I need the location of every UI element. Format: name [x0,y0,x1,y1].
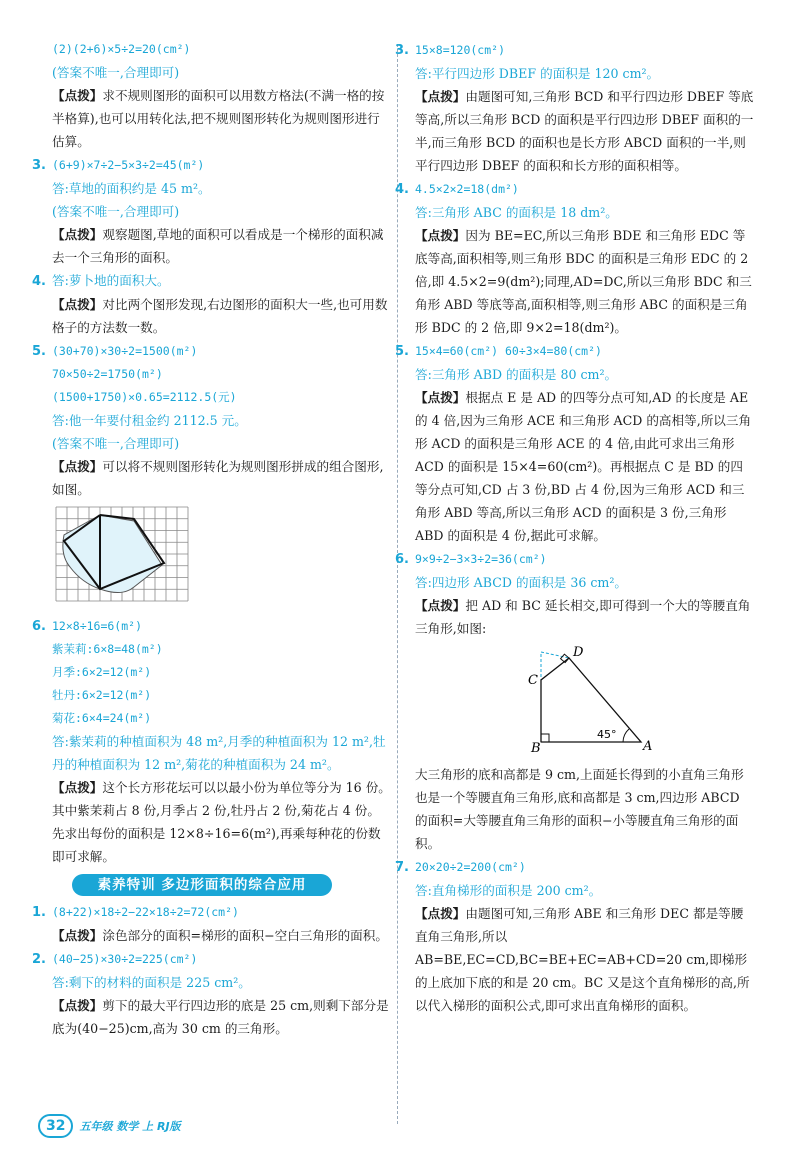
question-4 [395,177,755,201]
answer-formula: 4.5×2×2=18(dm²) [415,182,519,196]
question-5 [32,339,392,363]
label-d: D [573,645,584,660]
tip-label: 【点拨】 [415,906,466,921]
question-7 [395,855,755,879]
tip-label: 【点拨】 [415,390,466,405]
triangle-figure [415,644,755,759]
question-6 [32,614,392,638]
answer-formula: 紫茉莉:6×8=48(m²) [52,642,163,656]
answer-formula: (40−25)×30÷2=225(cm²) [52,952,198,966]
question-number: 1. [32,905,46,920]
tip-text: 对比两个图形发现,右边图形的面积大一些,也可用数格子的方法数一数。 [52,297,388,335]
question-number: 6. [32,619,46,634]
label-c: C [528,673,538,688]
answer-text: 答:四边形 ABCD 的面积是 36 cm²。 [415,575,627,590]
answer-formula: 70×50÷2=1750(m²) [52,367,163,381]
tip-paragraph [52,994,392,1040]
question-number: 5. [395,344,409,359]
answer-formula: 月季:6×2=12(m²) [52,665,152,679]
page-number: 32 [38,1114,73,1138]
question-number: 3. [395,43,409,58]
quadrilateral-diagram [525,644,675,752]
answer-note: (答案不唯一,合理即可) [52,65,180,80]
tip-paragraph [52,84,392,153]
section-question-2 [32,947,392,971]
tip-label: 【点拨】 [52,998,103,1013]
tip-paragraph [415,224,755,339]
question-3 [32,153,392,177]
question-number: 5. [32,344,46,359]
column-divider [397,44,398,1124]
question-number: 2. [32,952,46,967]
answer-formula: (30+70)×30÷2=1500(m²) [52,344,198,358]
tip-paragraph [52,223,392,269]
section-title: 素养特训 多边形面积的综合应用 [72,874,332,896]
tip-label: 【点拨】 [52,928,103,943]
tip-label: 【点拨】 [415,89,466,104]
tip-label: 【点拨】 [52,88,103,103]
answer-formula: 菊花:6×4=24(m²) [52,711,152,725]
tip-text: 剪下的最大平行四边形的底是 25 cm,则剩下部分是底为(40−25)cm,高为 30 cm 的三角形。 [52,998,389,1036]
tip-text: 根据点 E 是 AD 的四等分点可知,AD 的长度是 AE 的 4 倍,因为三角形 ACE 和三角形 ACD 的高相等,所以三角形 ACD 的面积是三角形 ACE 的 4 倍,由此可求出三角形 ACD 的面积是 15×4=60(cm²)。再根据点 C 是 BD 的四等分点可知,CD 占 3 份,BD 占 4 份,因为三角形 ACD 和三角形 ABD 等高,所以三角形 ACD 的面积是 3 份,三角形 ABD 的面积是 4 份,据此可求解。 [415,390,752,543]
question-5 [395,339,755,363]
answer-formula: 9×9÷2−3×3÷2=36(cm²) [415,552,547,566]
tip-text: 涂色部分的面积=梯形的面积−空白三角形的面积。 [102,928,388,943]
tip-paragraph [52,455,392,501]
tip-text: 把 AD 和 BC 延长相交,即可得到一个大的等腰直角三角形,如图: [415,598,751,636]
tip-label: 【点拨】 [415,598,466,613]
tip-paragraph [415,594,755,640]
tip-paragraph [415,386,755,547]
grid-shape-diagram [52,505,192,603]
grid-figure [52,505,392,610]
question-3 [395,38,755,62]
answer-text: 答:他一年要付租金约 2112.5 元。 [52,413,247,428]
answer-text: 答:三角形 ABC 的面积是 18 dm²。 [415,205,618,220]
label-b: B [531,741,541,752]
tip-label: 【点拨】 [52,297,103,312]
answer-formula: 15×8=120(cm²) [415,43,506,57]
tip-paragraph [52,924,392,947]
answer-formula: 15×4=60(cm²) 60÷3×4=80(cm²) [415,344,602,358]
answer-formula: (1500+1750)×0.65=2112.5(元) [52,390,237,404]
tip-text: 由题图可知,三角形 ABE 和三角形 DEC 都是等腰直角三角形,所以 AB=BE,EC=CD,BC=BE+EC=AB+CD=20 cm,即梯形的上底加下底的和是 20 cm。BC 又是这个直角梯形的高,所以代入梯形的面积公式,即可求出直角梯形的面积。 [415,906,750,1013]
answer-text: 答:萝卜地的面积大。 [52,273,170,288]
answer-formula: (6+9)×7÷2−5×3÷2=45(m²) [52,158,205,172]
section-question-1 [32,900,392,924]
label-a: A [643,739,653,752]
tip-label: 【点拨】 [52,227,103,242]
question-number: 6. [395,552,409,567]
answer-text: 答:紫茉莉的种植面积为 48 m²,月季的种植面积为 12 m²,牡丹的种植面积为 12 m²,菊花的种植面积为 24 m²。 [52,734,386,772]
question-number: 4. [395,182,409,197]
answer-formula: 牡丹:6×2=12(m²) [52,688,152,702]
tip-text: 观察题图,草地的面积可以看成是一个梯形的面积减去一个三角形的面积。 [52,227,384,265]
answer-text: 答:平行四边形 DBEF 的面积是 120 cm²。 [415,66,660,81]
answer-note: (答案不唯一,合理即可) [52,204,180,219]
question-number: 7. [395,860,409,875]
tip-paragraph [52,776,392,868]
answer-text: 答:三角形 ABD 的面积是 80 cm²。 [415,367,618,382]
question-number: 3. [32,158,46,173]
answer-formula: 20×20÷2=200(cm²) [415,860,526,874]
tip-text: 这个长方形花坛可以以最小份为单位等分为 16 份。其中紫茉莉占 8 份,月季占 2 份,牡丹占 2 份,菊花占 4 份。先求出每份的面积是 12×8÷16=6(m²),再乘每种花的份数即可求解。 [52,780,391,864]
answer-text: 答:剩下的材料的面积是 225 cm²。 [52,975,251,990]
tip-text: 因为 BE=EC,所以三角形 BDE 和三角形 EDC 等底等高,面积相等,则三角形 BDC 的面积是三角形 EDC 的 2 倍,即 4.5×2=9(dm²);同理,AD=DC,所以三角形 BDC 和三角形 ABD 等底等高,面积相等,则三角形 ABC 的面积是三角形 BDC 的 2 倍,即 9×2=18(dm²)。 [415,228,752,335]
right-column [395,38,755,1017]
tip-paragraph [415,85,755,177]
question-4 [32,269,392,293]
answer-formula: 12×8÷16=6(m²) [52,619,143,633]
tip-text: 由题图可知,三角形 BCD 和平行四边形 DBEF 等底等高,所以三角形 BCD 的面积是平行四边形 DBEF 面积的一半,而三角形 BCD 的面积也是长方形 ABCD 面积的一半,则平行四边形 DBEF 的面积和长方形的面积相等。 [415,89,754,173]
tip-text: 可以将不规则图形转化为规则图形拼成的组合图形,如图。 [52,459,384,497]
answer-formula: (2)(2+6)×5÷2=20(cm²) [52,42,191,56]
tip-label: 【点拨】 [415,228,466,243]
question-number: 4. [32,274,46,289]
answer-note: (答案不唯一,合理即可) [52,436,180,451]
tip-paragraph [415,902,755,1017]
answer-formula: (8+22)×18÷2−22×18÷2=72(cm²) [52,905,239,919]
tip-paragraph [52,293,392,339]
question-6 [395,547,755,571]
book-title: 五年级 数学 上 RJ版 [79,1120,181,1133]
angle-label: 45° [597,728,617,741]
tip-label: 【点拨】 [52,459,103,474]
answer-text: 答:草地的面积约是 45 m²。 [52,181,211,196]
left-column [32,38,392,1040]
tip-paragraph: 大三角形的底和高都是 9 cm,上面延长得到的小直角三角形也是一个等腰直角三角形,底和高都是 3 cm,四边形 ABCD 的面积=大等腰直角三角形的面积−小等腰直角三角形的面积。 [415,767,744,851]
tip-label: 【点拨】 [52,780,103,795]
tip-text: 求不规则图形的面积可以用数方格法(不满一格的按半格算),也可以用转化法,把不规则图形转化为规则图形进行估算。 [52,88,385,149]
answer-text: 答:直角梯形的面积是 200 cm²。 [415,883,602,898]
page-footer [38,1114,181,1138]
